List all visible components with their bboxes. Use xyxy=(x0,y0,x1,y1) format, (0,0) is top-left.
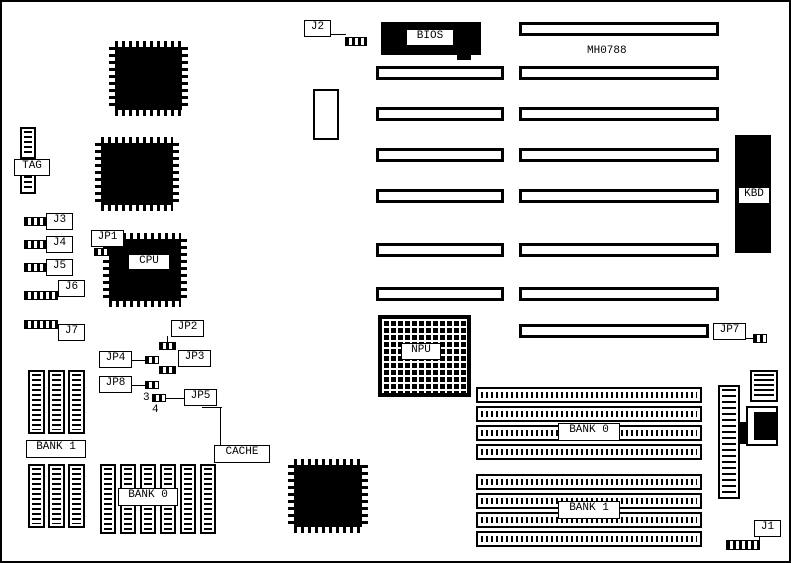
expansion-slot-right-7 xyxy=(519,287,719,301)
expansion-slot-lower-wide xyxy=(519,324,709,338)
expansion-slot-left-3 xyxy=(376,148,504,162)
j4-connector xyxy=(24,240,46,249)
expansion-slot-right-1 xyxy=(519,22,719,36)
expansion-slot-right-4 xyxy=(519,148,719,162)
cpu-label: CPU xyxy=(128,254,170,270)
jp2-jumper xyxy=(159,342,176,350)
bank0-left-dip-2 xyxy=(48,464,65,528)
j2-connector xyxy=(345,37,367,46)
power-connector xyxy=(718,385,740,499)
cache-dip-6 xyxy=(200,464,216,534)
jp4-lead xyxy=(132,360,146,361)
jp5-lead xyxy=(165,398,185,399)
bank1-left-dip-2 xyxy=(48,370,65,434)
jp1-jumper xyxy=(94,248,110,256)
j1-label: J1 xyxy=(754,520,781,537)
expansion-slot-left-1 xyxy=(376,66,504,80)
expansion-slot-right-3 xyxy=(519,107,719,121)
jp4-jumper xyxy=(145,356,159,364)
j6-label: J6 xyxy=(58,280,85,297)
j4-label: J4 xyxy=(46,236,73,253)
jp1-label: JP1 xyxy=(91,230,124,247)
tag-dip-1 xyxy=(20,127,36,159)
cache-label: CACHE xyxy=(214,445,270,463)
expansion-slot-left-5 xyxy=(376,243,504,257)
bank1-right-label: BANK 1 xyxy=(558,501,620,519)
jp5-label: JP5 xyxy=(184,389,217,406)
bank1-left-dip-1 xyxy=(28,370,45,434)
simm-bank1-socket-4 xyxy=(476,531,702,547)
npu-label: NPU xyxy=(401,343,441,360)
expansion-slot-left-4 xyxy=(376,189,504,203)
j7-connector xyxy=(24,320,58,329)
jp3-label: JP3 xyxy=(178,350,211,367)
j3-connector xyxy=(24,217,46,226)
chip-vertical-outline xyxy=(313,89,339,140)
jp5-pin4-label: 4 xyxy=(152,404,159,416)
cache-dip-1 xyxy=(100,464,116,534)
kbd-label: KBD xyxy=(738,187,770,204)
j6-connector xyxy=(24,291,58,300)
cache-pointer-v xyxy=(220,407,221,445)
bank0-right-label: BANK 0 xyxy=(558,423,620,441)
bank1-left-dip-3 xyxy=(68,370,85,434)
jp4-label: JP4 xyxy=(99,351,132,368)
j2-label: J2 xyxy=(304,20,331,37)
jp8-jumper xyxy=(145,381,159,389)
port-connector-right-body xyxy=(754,412,778,440)
tag-label: TAG xyxy=(14,159,50,176)
jp2-label: JP2 xyxy=(171,320,204,337)
jp5-pin3-label: 3 xyxy=(143,392,150,404)
j7-label: J7 xyxy=(58,324,85,341)
expansion-slot-left-2 xyxy=(376,107,504,121)
port-pad-right xyxy=(750,370,778,402)
expansion-slot-right-6 xyxy=(519,243,719,257)
bios-notch xyxy=(457,55,471,60)
simm-bank0-socket-1 xyxy=(476,387,702,403)
jp3-jumper xyxy=(159,366,176,374)
jp7-jumper xyxy=(753,334,767,343)
bank0-left-dip-3 xyxy=(68,464,85,528)
j2-lead xyxy=(330,34,346,35)
jp8-lead xyxy=(132,385,146,386)
j5-connector xyxy=(24,263,46,272)
jp5-jumper xyxy=(152,394,166,402)
simm-bank0-socket-4 xyxy=(476,444,702,460)
j3-label: J3 xyxy=(46,213,73,230)
bank1-left-label: BANK 1 xyxy=(26,440,86,458)
board-code: MH0788 xyxy=(587,45,627,57)
cache-dip-5 xyxy=(180,464,196,534)
bios-label: BIOS xyxy=(406,29,454,46)
j5-label: J5 xyxy=(46,259,73,276)
j1-connector xyxy=(726,540,760,550)
bank0-left-dip-1 xyxy=(28,464,45,528)
jp7-label: JP7 xyxy=(713,323,746,340)
power-connector-tab xyxy=(740,422,748,444)
expansion-slot-right-2 xyxy=(519,66,719,80)
expansion-slot-left-6 xyxy=(376,287,504,301)
cache-pointer-h xyxy=(202,407,222,408)
expansion-slot-right-5 xyxy=(519,189,719,203)
simm-bank0-socket-2 xyxy=(476,406,702,422)
bank0-left-label: BANK 0 xyxy=(118,488,178,506)
jp8-label: JP8 xyxy=(99,376,132,393)
simm-bank1-socket-1 xyxy=(476,474,702,490)
